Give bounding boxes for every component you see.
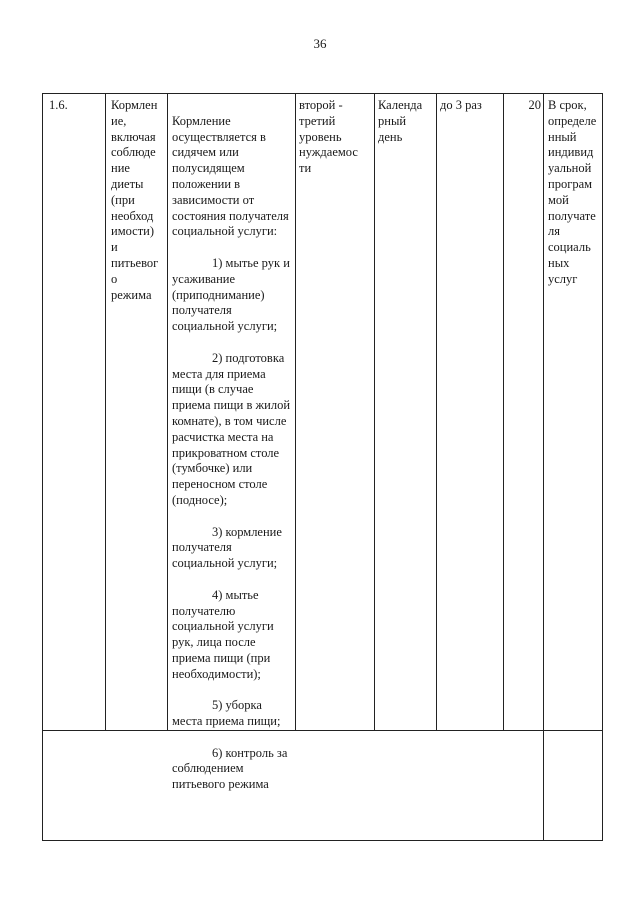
description-intro: Кормление осуществляется в сидячем или полусидящем положении в зависимости от состояния получателя социальной услуги: (172, 113, 289, 239)
service-description (172, 98, 294, 809)
description-step: 6) контроль за соблюдением питьевого режима (172, 745, 288, 792)
services-table (42, 93, 603, 841)
service-time: 20 (528, 98, 541, 112)
column-divider (436, 94, 437, 730)
column-divider (374, 94, 375, 730)
page-number: 36 (313, 36, 327, 51)
column-divider (167, 94, 168, 730)
need-level: второй - третий уровень нуждаемос ти (299, 98, 358, 176)
service-unit: Календа рный день (378, 98, 423, 144)
description-step: 4) мытье получателю социальной услуги рук, лица после приема пищи (при необходимости); (172, 587, 274, 681)
column-divider (295, 94, 296, 730)
column-divider (503, 94, 504, 730)
column-divider (543, 94, 544, 840)
service-term: В срок, определе нный индивид уальной програм мой получате ля социаль ных услуг (548, 98, 597, 286)
service-frequency: до 3 раз (440, 98, 482, 112)
column-divider (105, 94, 106, 730)
description-step: 2) подготовка места для приема пищи (в случае приема пищи в жилой комнате), в том числе расчистка места на прикроватном столе (тумбочке) или переносном столе (подносе); (172, 350, 291, 507)
description-step: 5) уборка места приема пищи; (172, 698, 281, 729)
description-step: 1) мытье рук и усаживание (приподнимание) получателя социальной услуги; (172, 255, 290, 334)
row-divider (43, 730, 602, 731)
description-step: 3) кормление получателя социальной услуги; (172, 524, 282, 571)
service-name: Кормлен ие, включая соблюде ние диеты (при необход имости) и питьевог о режима (111, 98, 159, 302)
row-number: 1.6. (49, 98, 68, 112)
